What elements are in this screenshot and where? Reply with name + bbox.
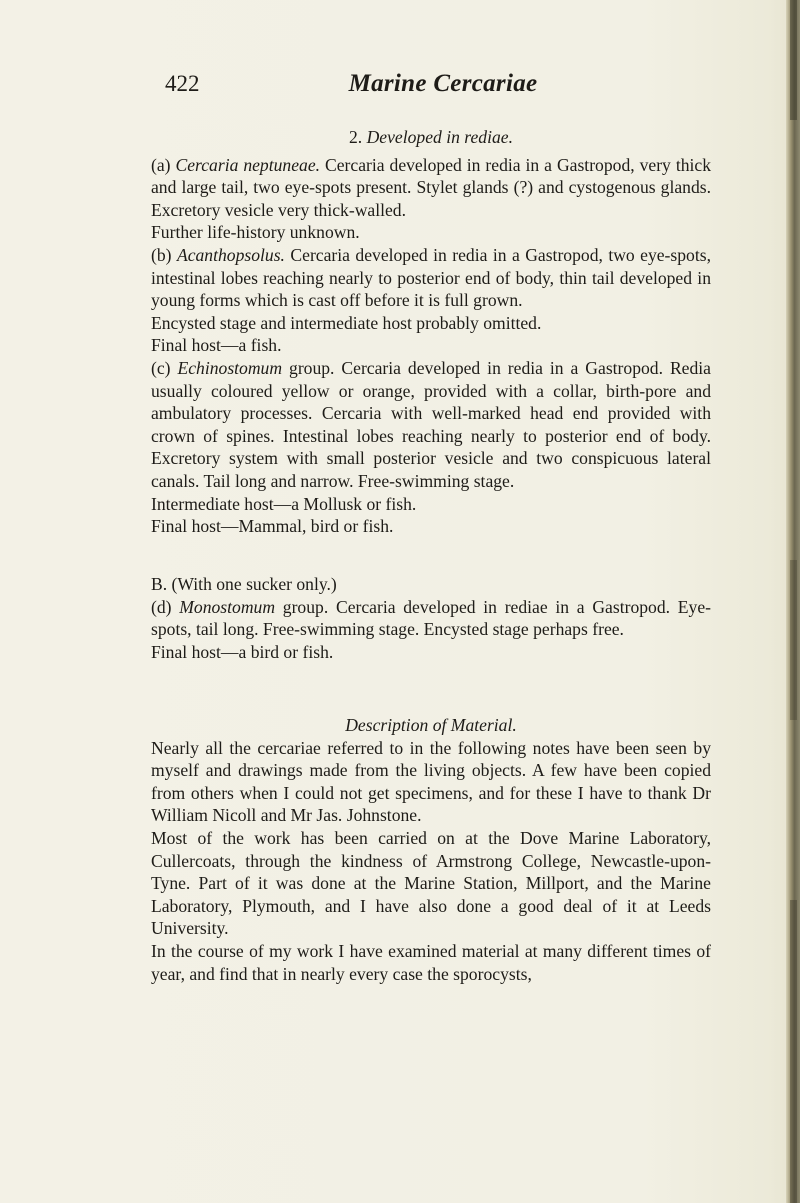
entry-c-name: Echinostomum xyxy=(177,357,283,378)
entry-c-line: Final host—Mammal, bird or fish. xyxy=(151,516,394,537)
entry-b-line: Final host—a fish. xyxy=(151,335,282,356)
entry-d-name: Monostomum xyxy=(179,596,276,617)
entry-c-line: Intermediate host—a Mollusk or fish. xyxy=(151,493,417,514)
description-paragraph: Nearly all the cercariae referred to in the following notes have been seen by myself and drawings made from the living objects. A few have been copied from others when I could not get specimens, and for these I have to thank Dr William Nicoll and Mr Jas. Johnstone. xyxy=(151,737,711,826)
entry-a: (a) Cercaria neptuneae. Cercaria developed in redia in a Gastropod, very thick and large tail, two eye-spots present. Stylet glands (?) and cystogenous glands. Excretory vesicle very thick-walled. xyxy=(151,154,711,220)
description-heading: Description of Material. xyxy=(345,715,517,735)
description-paragraph: Most of the work has been carried on at the Dove Marine Laboratory, Cullercoats, through the kindness of Armstrong College, Newcastle-upon-Tyne. Part of it was done at the Marine Station, Millport, and the Marine Laboratory, Plymouth, and I have also done a good deal of it at Leeds University. xyxy=(151,827,711,939)
page-header xyxy=(165,71,721,105)
description-section xyxy=(151,714,711,985)
running-title: Marine Cercariae xyxy=(348,70,538,97)
page-edge-dark-band xyxy=(790,900,797,1203)
entry-c: (c) Echinostomum group. Cercaria developed in redia in a Gastropod. Redia usually coloured yellow or orange, provided with a collar, birth-pore and ambulatory processes. Cercaria with well-marked head end provided with crown of spines. Intestinal lobes reaching nearly to posterior end of body. Excretory system with small posterior vesicle and two conspicuous lateral canals. Tail long and narrow. Free-swimming stage. xyxy=(151,357,711,491)
entry-b-line: Encysted stage and intermediate host probably omitted. xyxy=(151,312,542,333)
entry-a-line: Further life-history unknown. xyxy=(151,222,360,243)
entry-b: (b) Acanthopsolus. Cercaria developed in redia in a Gastropod, two eye-spots, intestinal lobes reaching nearly to posterior end of body, thin tail developed in young forms which is cast off before it is full grown. xyxy=(151,244,711,311)
classification-section xyxy=(151,126,711,538)
page-number: 422 xyxy=(165,71,200,96)
entry-b-name: Acanthopsolus. xyxy=(176,244,285,265)
page-edge-dark-band xyxy=(790,0,797,120)
entry-d-line: Final host—a bird or fish. xyxy=(151,641,334,662)
description-paragraph: In the course of my work I have examined material at many different times of year, and find that in nearly every case the sporocysts, xyxy=(151,940,711,984)
group-b-heading: B. (With one sucker only.) xyxy=(151,574,337,594)
section-heading-title: Developed in rediae. xyxy=(366,127,513,147)
monostome-section xyxy=(151,573,711,663)
section-heading: 2. Developed in rediae. xyxy=(348,127,513,147)
page-edge-dark-band xyxy=(790,560,797,720)
entry-a-name: Cercaria neptuneae. xyxy=(175,154,321,175)
entry-d: (d) Monostomum group. Cercaria developed in rediae in a Gastropod. Eye-spots, tail long. Free-swimming stage. Encysted stage perhaps free. xyxy=(151,596,711,640)
